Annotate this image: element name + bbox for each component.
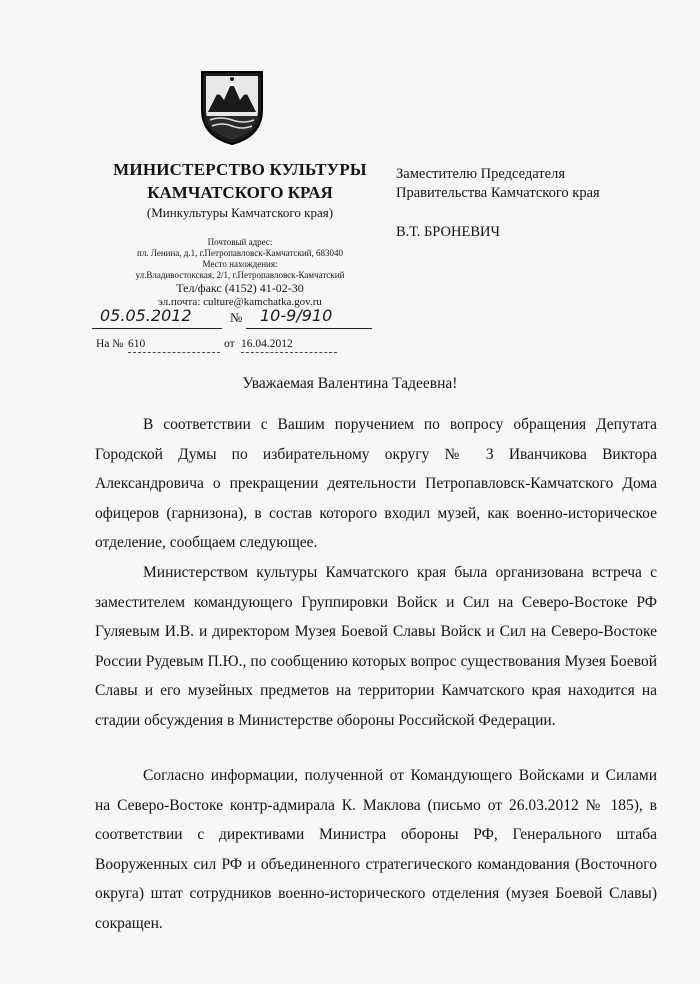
email: эл.почта: culture@kamchatka.gov.ru [158,296,322,308]
kamchatka-coat-of-arms-icon [198,66,266,146]
salutation: Уважаемая Валентина Тадеевна! [242,375,458,392]
in-reply-date: 16.04.2012 [241,338,337,353]
phone-fax: Тел/факс (4152) 41-02-30 [176,281,304,295]
addressee-line1: Заместителю Председателя [396,166,565,182]
outgoing-date: 05.05.2012 [100,306,192,325]
outgoing-number: 10-9/910 [260,306,333,325]
outgoing-date-field [92,306,222,329]
location-label: Место нахождения: [202,259,278,269]
ministry-short-name: (Минкультуры Камчатского края) [146,205,334,220]
postal-address: пл. Ленина, д.1, г.Петропавловск-Камчатский, 683040 [137,248,343,258]
in-reply-number: 610 [128,338,220,353]
body-paragraph-3: Согласно информации, полученной от Командующего Войсками и Силами на Северо-Востоке контр-адмирала К. Маклова (письмо от 26.03.2012 № 185), в соответствии с директивами Министра обороны РФ, Генерального штаба Вооруженных сил РФ и объединенного стратегического командования (Восточного округа) штат сотрудников военно-исторического отделения (музея Боевой Славы) сокращен. [95,767,657,932]
body-paragraph-1: В соответствии с Вашим поручением по вопросу обращения Депутата Городской Думы по избирательному округу № 3 Иванчикова Виктора Александровича о прекращении деятельности Петропавловск-Камчатского Дома офицеров (гарнизона), в состав которого входил музей, как военно-историческое отделение, сообщаем следующее. [95,416,657,551]
addressee-name: В.Т. БРОНЕВИЧ [396,224,500,240]
addressee-line2: Правительства Камчатского края [396,185,600,201]
in-reply-from-label: от [224,338,235,350]
in-reply-label: На № [96,338,124,350]
body-paragraph-2: Министерством культуры Камчатского края была организована встреча с заместителем командующего Группировки Войск и Сил на Северо-Востоке РФ Гуляевым И.В. и директором Музея Боевой Славы Войск и Сил на Северо-Востоке России Рудевым П.Ю., по сообщению которых вопрос существования Музея Боевой Славы и его музейных предметов на территории Камчатского края находится на стадии обсуждения в Министерстве обороны Российской Федерации. [95,564,657,729]
number-sign: № [230,310,243,325]
ministry-name-line1: МИНИСТЕРСТВО КУЛЬТУРЫ [113,160,367,179]
ministry-name-line2: КАМЧАТСКОГО КРАЯ [147,183,333,202]
postal-address-label: Почтовый адрес: [207,237,273,247]
location-address: ул.Владивостокская, 2/1, г.Петропавловск-Камчатский [135,270,345,280]
outgoing-number-field [246,306,372,329]
